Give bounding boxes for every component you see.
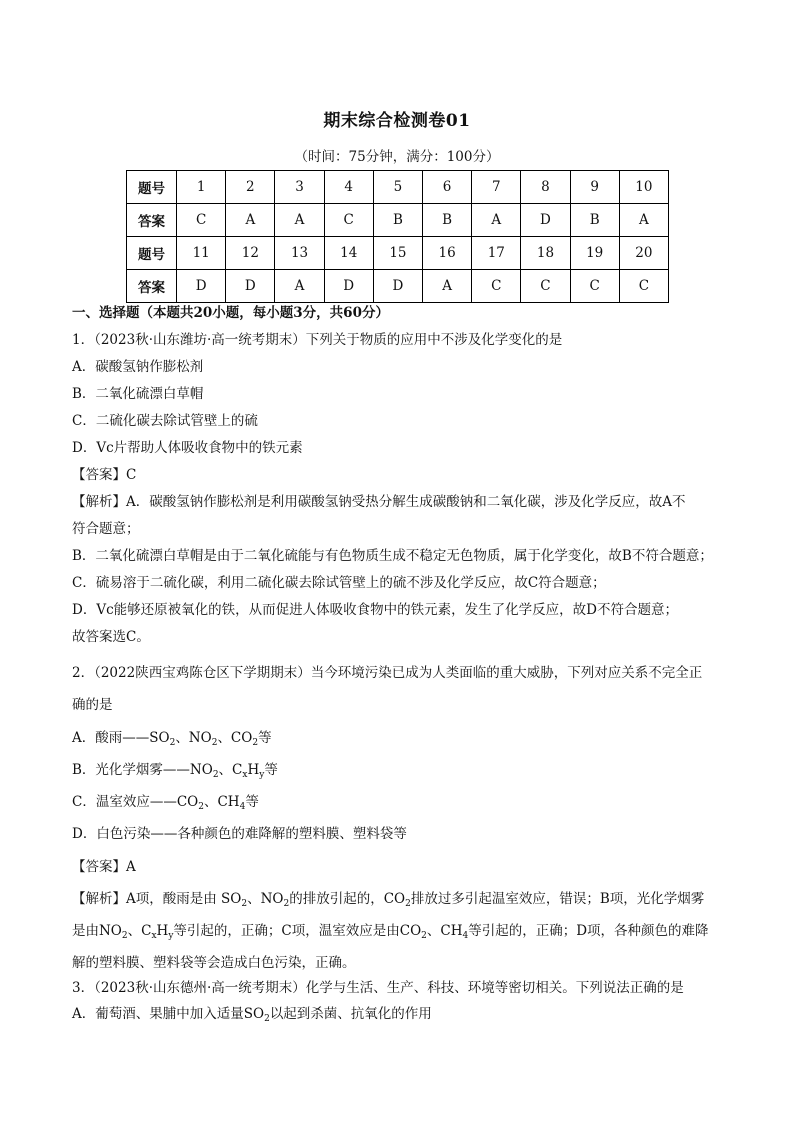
question-1-explanation: 【解析】A．碳酸氢钠作膨松剂是利用碳酸氢钠受热分解生成碳酸钠和二氧化碳，涉及化学反应，故A不: [72, 494, 686, 510]
answer-cell: D: [177, 270, 226, 303]
question-number: 20: [619, 237, 668, 270]
question-2-stem: 2．（2022陕西宝鸡陈仓区下学期期末）当今环境污染已成为人类面临的重大威胁，下列对应关系不完全正: [72, 665, 703, 681]
answer-table: [126, 170, 669, 303]
question-2-explanation: 【解析】A项，酸雨是由 $SO_2$、$NO_2$的排放引起的，$CO_2$排放过多引起温室效应，错误；B项，光化学烟雾: [72, 891, 705, 909]
question-number: 19: [570, 237, 619, 270]
answer-cell: C: [619, 270, 668, 303]
page-title: 期末综合检测卷01: [323, 111, 471, 131]
question-number: 13: [275, 237, 324, 270]
row-label: 答案: [127, 270, 177, 303]
question-2-option-b: B．光化学烟雾$——NO_2$、$C_xH_y$等: [72, 762, 278, 780]
question-2-explanation: 是由$NO_2$、$C_xH_y$等引起的，正确；C项，温室效应是由$CO_2$、$CH_4$等引起的，正确；D项，各种颜色的难降: [72, 923, 709, 941]
question-number: 16: [423, 237, 472, 270]
row-label: 题号: [127, 171, 177, 204]
row-label: 答案: [127, 204, 177, 237]
answer-cell: C: [521, 270, 570, 303]
question-number: 4: [324, 171, 373, 204]
question-1-stem: 1．（2023秋·山东潍坊·高一统考期末）下列关于物质的应用中不涉及化学变化的是: [72, 332, 563, 348]
answer-cell: D: [373, 270, 422, 303]
question-2-stem: 确的是: [72, 697, 113, 713]
question-2-answer: 【答案】A: [72, 859, 136, 875]
question-1-answer: 【答案】C: [72, 467, 137, 483]
table-row: [127, 204, 669, 237]
question-1-option-a: A．碳酸氢钠作膨松剂: [72, 359, 204, 375]
question-number: 18: [521, 237, 570, 270]
question-1-explanation: D．Vc能够还原被氧化的铁，从而促进人体吸收食物中的铁元素，发生了化学反应，故D不符合题意；: [72, 602, 678, 618]
question-2-option-a: A．酸雨$——SO_2$、$NO_2$、$CO_2$等: [72, 730, 272, 748]
question-1-explanation: 符合题意；: [72, 521, 140, 537]
question-1-option-d: D．Vc片帮助人体吸收食物中的铁元素: [72, 440, 303, 456]
answer-cell: B: [373, 204, 422, 237]
answer-cell: C: [324, 204, 373, 237]
question-number: 8: [521, 171, 570, 204]
question-1-option-b: B．二氧化硫漂白草帽: [72, 386, 204, 402]
answer-cell: A: [275, 270, 324, 303]
answer-cell: A: [619, 204, 668, 237]
question-number: 6: [423, 171, 472, 204]
question-number: 15: [373, 237, 422, 270]
question-number: 17: [472, 237, 521, 270]
question-number: 5: [373, 171, 422, 204]
question-2-option-d: D．白色污染——各种颜色的难降解的塑料膜、塑料袋等: [72, 826, 407, 842]
question-number: 10: [619, 171, 668, 204]
answer-cell: C: [472, 270, 521, 303]
answer-cell: A: [472, 204, 521, 237]
answer-cell: C: [570, 270, 619, 303]
table-row: [127, 270, 669, 303]
answer-cell: A: [275, 204, 324, 237]
answer-cell: B: [423, 204, 472, 237]
table-row: [127, 171, 669, 204]
question-3-stem: 3．（2023秋·山东德州·高一统考期末）化学与生活、生产、科技、环境等密切相关。下列说法正确的是: [72, 980, 684, 996]
answer-cell: B: [570, 204, 619, 237]
question-1-explanation: B．二氧化硫漂白草帽是由于二氧化硫能与有色物质生成不稳定无色物质，属于化学变化，故B不符合题意；: [72, 548, 713, 564]
answer-cell: D: [324, 270, 373, 303]
answer-cell: A: [423, 270, 472, 303]
table-row: [127, 237, 669, 270]
answer-cell: C: [177, 204, 226, 237]
answer-cell: D: [226, 270, 275, 303]
row-label: 题号: [127, 237, 177, 270]
question-1-option-c: C．二硫化碳去除试管壁上的硫: [72, 413, 258, 429]
question-1-explanation: C．硫易溶于二硫化碳，利用二硫化碳去除试管壁上的硫不涉及化学反应，故C符合题意；: [72, 575, 606, 591]
question-number: 12: [226, 237, 275, 270]
question-number: 7: [472, 171, 521, 204]
question-number: 1: [177, 171, 226, 204]
question-1-explanation: 故答案选C。: [72, 629, 150, 645]
question-2-option-c: C．温室效应$——CO_2$、$CH_4$等: [72, 794, 259, 812]
question-3-option-a: A．葡萄酒、果脯中加入适量$SO_2$以起到杀菌、抗氧化的作用: [72, 1006, 432, 1024]
question-2-explanation: 解的塑料膜、塑料袋等会造成白色污染，正确。: [72, 955, 356, 971]
question-number: 14: [324, 237, 373, 270]
question-number: 3: [275, 171, 324, 204]
section-heading: 一、选择题（本题共20小题，每小题3分，共60分）: [72, 305, 389, 321]
exam-info: （时间：75分钟，满分：100分）: [294, 149, 500, 165]
question-number: 9: [570, 171, 619, 204]
question-number: 11: [177, 237, 226, 270]
answer-cell: D: [521, 204, 570, 237]
question-number: 2: [226, 171, 275, 204]
answer-cell: A: [226, 204, 275, 237]
